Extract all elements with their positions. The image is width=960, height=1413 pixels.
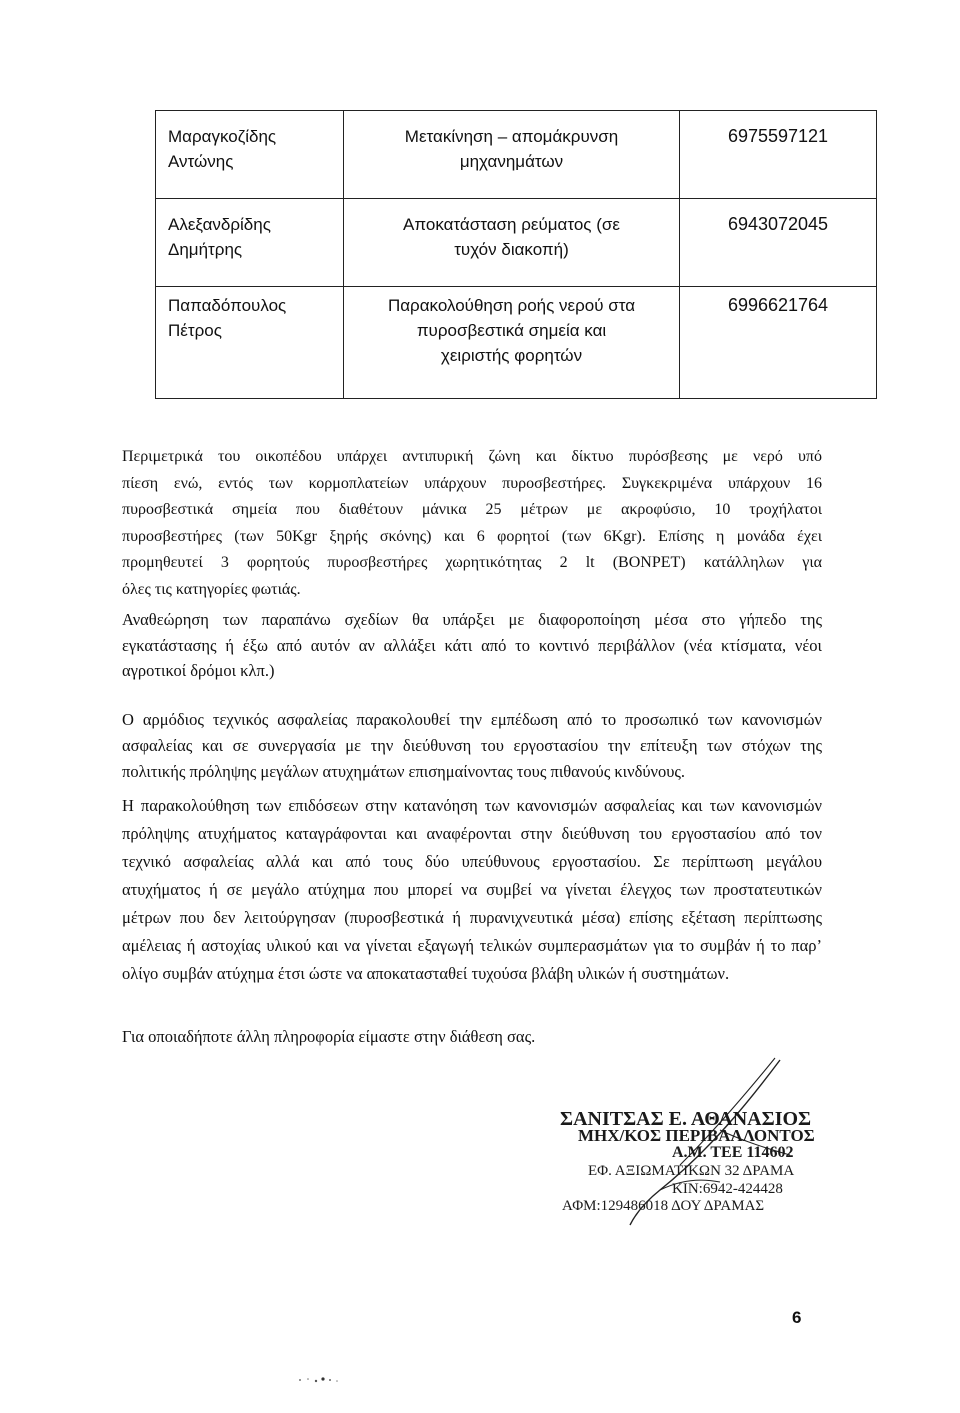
contact-name-cell	[156, 287, 344, 399]
contact-task-cell	[344, 287, 680, 399]
contact-name-line: Αλεξανδρίδης	[168, 215, 271, 234]
stamp-title: ΜΗΧ/ΚΟΣ ΠΕΡΙΒΑΛΛΟΝΤΟΣ	[578, 1126, 815, 1145]
table-row	[156, 111, 877, 199]
text-line: πίεση ενώ, εντός των κορμοπλατείων υπάρχουν πυροσβεστήρες. Συγκεκριμένα υπάρχουν 16	[122, 474, 822, 492]
contact-task-line: Μετακίνηση – απομάκρυνση	[404, 127, 619, 146]
text-line: ατυχήματος ή σε μεγάλο ατύχημα που μπορεί να συμβεί να γίνεται έλεγχος των προστατευτικών	[122, 880, 822, 899]
table-row	[156, 199, 877, 287]
text-line: πυροσβεστικά σημεία που διαθέτουν μάνικα 25 μέτρων με ακροφύσιο, 10 τροχήλατοι	[122, 501, 822, 518]
contact-phone-cell: 6943072045	[680, 199, 877, 287]
contact-name-line: Αντώνης	[168, 152, 234, 171]
text-line: προμηθευτεί 3 φορητούς πυροσβεστήρες χωρητικότητας 2 lt (BONPET) κατάλληλων για	[122, 554, 822, 571]
revision-paragraph	[122, 607, 822, 684]
text-line: Περιμετρικά του οικοπέδου υπάρχει αντιπυρική ζώνη και δίκτυο πυρόσβεσης με νερό υπό	[122, 448, 822, 465]
contact-task-cell	[344, 111, 680, 199]
contact-task-line: πυροσβεστικά σημεία και	[416, 321, 607, 340]
text-line: αμέλειας ή αστοχίας υλικού και να γίνεται εξαγωγή τελικών συμπερασμάτων για το συμβάν ή το παρ’	[122, 936, 822, 955]
contact-name-line: Πέτρος	[168, 321, 222, 340]
contact-name-line: Παπαδόπουλος	[168, 296, 287, 315]
fire-protection-paragraph	[122, 444, 822, 603]
performance-monitoring-paragraph	[122, 792, 822, 988]
text-line: αγροτικοί δρόμοι κλπ.)	[122, 661, 275, 680]
contact-task-line: Αποκατάσταση ρεύματος (σε	[403, 215, 620, 234]
stamp-mobile: ΚΙΝ:6942-424428	[672, 1181, 783, 1197]
text-line: πολιτικής πρόληψης μεγάλων ατυχημάτων επισημαίνοντας τους πιθανούς κινδύνους.	[122, 762, 686, 781]
page-number: 6	[792, 1308, 802, 1327]
contact-phone-cell: 6996621764	[680, 287, 877, 399]
text-line: μέτρων που δεν λειτούργησαν (πυροσβεστικά ή πυρανιχνευτικά μέσα) επίσης εξέταση περίπτωσης	[122, 908, 822, 927]
text-line: Η παρακολούθηση των επιδόσεων στην κατανόηση των κανονισμών ασφαλείας και των κανονισμών	[122, 796, 822, 815]
table-row	[156, 287, 877, 399]
contact-task-line: χειριστής φορητών	[440, 346, 583, 365]
stamp-name: ΣΑΝΙΤΣΑΣ Ε. ΑΘΑΝΑΣΙΟΣ	[560, 1108, 812, 1130]
contact-name-line: Μαραγκοζίδης	[168, 127, 277, 146]
stamp-tax-id: ΑΦΜ:129486018 ΔΟΥ ΔΡΑΜΑΣ	[562, 1198, 765, 1214]
contact-task-line: τυχόν διακοπή)	[454, 240, 569, 259]
contact-phone-cell: 6975597121	[680, 111, 877, 199]
text-line: όλες τις κατηγορίες φωτιάς.	[122, 580, 301, 598]
stamp-address: ΕΦ. ΑΞΙΩΜΑΤΙΚΩΝ 32 ΔΡΑΜΑ	[588, 1163, 795, 1179]
text-line: ολίγο συμβάν ατύχημα έτσι ώστε να αποκατασταθεί τυχούσα βλάβη υλικών ή συστημάτων.	[122, 964, 730, 983]
text-line: πρόληψης ατυχήματος καταγράφονται και αναφέρονται στην διεύθυνση του εργοστασίου από τον	[122, 824, 822, 843]
contact-name-cell	[156, 111, 344, 199]
stamp-registration: Α.Μ. ΤΕΕ 114602	[672, 1144, 794, 1161]
text-line: Αναθεώρηση των παραπάνω σχεδίων θα υπάρξει με διαφοροποίηση μέσα στο γήπεδο της	[122, 610, 822, 629]
contact-name-line: Δημήτρης	[168, 240, 243, 259]
text-line: εγκατάστασης ή έξω από αυτόν αν αλλάξει κάτι από το κοντινό περιβάλλον (νέα κτίσματα, νέοι	[122, 635, 822, 655]
text-line: τεχνικό ασφαλείας αλλά και από τους δύο υπεύθυνους εργοστασίου. Σε περίπτωση μεγάλου	[122, 852, 822, 871]
contacts-table	[155, 110, 877, 399]
contact-task-line: μηχανημάτων	[459, 152, 564, 171]
contact-name-cell	[156, 199, 344, 287]
scan-speck	[290, 1375, 350, 1385]
text-line: ασφαλείας και σε συνεργασία με την διεύθυνση του εργοστασίου την επίτευξη των στόχων της	[122, 736, 822, 755]
closing-line: Για οποιαδήποτε άλλη πληροφορία είμαστε στην διάθεση σας.	[122, 1027, 536, 1046]
contact-task-cell	[344, 199, 680, 287]
text-line: πυροσβεστήρες (των 50Kgr ξηρής σκόνης) και 6 φορητοί (των 6Kgr). Επίσης η μονάδα έχει	[122, 527, 822, 545]
text-line: Ο αρμόδιος τεχνικός ασφαλείας παρακολουθεί την εμπέδωση από το προσωπικό των κανονισμών	[122, 710, 822, 729]
safety-technician-paragraph	[122, 707, 822, 785]
contact-task-line: Παρακολούθηση ροής νερού στα	[387, 296, 636, 315]
